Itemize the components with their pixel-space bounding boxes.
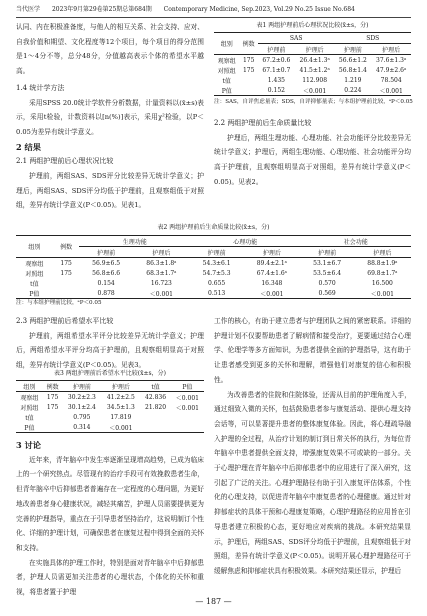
header-rule xyxy=(16,17,411,18)
cell: 30.1±2.4 xyxy=(67,403,96,411)
section-heading-3: 3 讨论 xyxy=(16,440,41,450)
table-row xyxy=(16,268,411,278)
table-1-note: 注：SAS，自评焦虑量表；SDS，自评抑郁量表；与本组护理前比较，ᵃP＜0.05 xyxy=(214,99,413,105)
cell: ＜0.001 xyxy=(175,394,199,402)
table-3 xyxy=(16,380,204,433)
col-header: 社会功能 xyxy=(343,238,368,246)
table-row xyxy=(214,75,411,85)
cell: 对照组 xyxy=(217,67,236,75)
col-header: 护理前 xyxy=(190,247,243,258)
table-2-title: 表2 两组护理前后生命质量比较(x̄±s，分) xyxy=(157,224,270,231)
cell: ＜0.001 xyxy=(149,290,173,298)
journal-header xyxy=(16,4,411,16)
cell: 56.6±1.2 xyxy=(338,56,367,64)
cell: 0.878 xyxy=(97,289,115,297)
cell: 0.224 xyxy=(344,86,362,94)
col-header: SDS xyxy=(366,34,380,42)
right-column-top xyxy=(214,116,411,222)
col-header: 护理后 xyxy=(111,383,130,391)
table-2 xyxy=(16,235,411,299)
table-row xyxy=(16,412,204,422)
cell: 41.2±2.5 xyxy=(106,393,135,401)
table-row xyxy=(16,392,204,403)
cell: 1.435 xyxy=(267,76,285,84)
right-column-bottom xyxy=(214,314,411,590)
col-header: 生理功能 xyxy=(122,238,147,246)
cell: 54.3±6.1 xyxy=(202,259,231,267)
cell xyxy=(171,412,204,422)
table-1 xyxy=(214,32,411,96)
cell: ＜0.001 xyxy=(109,424,133,432)
cell: P值 xyxy=(29,290,40,298)
col-header: 护理前 xyxy=(79,247,132,258)
cell: 175 xyxy=(46,403,59,411)
cell: 对照组 xyxy=(25,270,44,278)
paragraph: 护理前，两组SAS、SDS评分比较差异无统计学意义；护理后，两组SAS、SDS评分均低于护理前，且观察组低于对照组，差异有统计学意义(P＜0.05)。见表1。 xyxy=(16,172,204,210)
cell xyxy=(43,422,63,433)
cell: 0.314 xyxy=(73,423,91,431)
paragraph: 认同、内在积极准备度，与他人的相互关系、社会支持、应对、自我价值和期望、文化程度等12个项目，每个项目的得分范围是1～4分不等，总分48分，分值越高表示个体的希望水平越高。 xyxy=(16,23,204,76)
cell: 56.8±1.4 xyxy=(338,66,367,74)
table-row xyxy=(16,258,411,269)
cell: t值 xyxy=(25,414,34,422)
section-heading-2-1: 2.1 两组护理前后心理状况比较 xyxy=(16,157,114,166)
cell: 16.348 xyxy=(261,279,283,287)
cell: 0.569 xyxy=(318,289,336,297)
cell: 26.4±1.3ᵃ xyxy=(299,56,330,64)
cell: 112.908 xyxy=(302,76,328,84)
col-header: 心理功能 xyxy=(233,238,258,246)
section-heading-2-3: 2.3 两组护理前后希望水平比较 xyxy=(16,317,114,325)
cell: 0.655 xyxy=(208,279,226,287)
table-row xyxy=(16,288,411,299)
cell: 175 xyxy=(242,66,255,74)
paragraph: 护理前，两组希望水平评分比较差异无统计学意义；护理后，两组希望水平评分均高于护理前，且观察组明显高于对照组，差异有统计学意义(P＜0.05)。见表3。 xyxy=(16,331,204,370)
cell: 89.4±2.1ᵃ xyxy=(256,259,287,267)
cell: 17.819 xyxy=(110,413,132,421)
cell: 175 xyxy=(242,56,255,64)
cell: 67.4±1.6ᵃ xyxy=(256,269,287,277)
cell: t值 xyxy=(30,280,39,288)
cell: 86.3±1.8ᵃ xyxy=(146,259,177,267)
issue-cn: 2023年9月第29卷第25期总第684期 xyxy=(51,6,152,13)
cell: 68.3±1.7ᵃ xyxy=(146,269,177,277)
cell: 观察组 xyxy=(20,394,39,402)
cell: P值 xyxy=(221,87,232,95)
table-1-title: 表1 两组护理前后心理状况比较(x̄±s，分) xyxy=(256,22,369,29)
cell: 观察组 xyxy=(217,57,236,65)
col-header: SAS xyxy=(289,34,303,42)
col-header: 组别 xyxy=(220,41,233,48)
col-header: 护理前 xyxy=(334,44,371,55)
table-row xyxy=(214,65,411,75)
cell: ＜0.001 xyxy=(303,87,327,95)
paragraph: 护理后，两组生理功能、心理功能、社会功能评分比较差异无统计学意义；护理后，两组生理功能、心理功能、社会功能评分均高于护理前，且观察组明显高于对照组，差异有统计学意义(P＜0.05)。见表2。 xyxy=(214,133,411,186)
col-header: 组别 xyxy=(28,244,41,251)
cell xyxy=(171,422,204,433)
cell: 78.504 xyxy=(380,76,402,84)
table-row xyxy=(16,402,204,412)
cell: 41.5±1.2ᵃ xyxy=(299,66,330,74)
left-column-top xyxy=(16,20,204,220)
table-row xyxy=(214,55,411,66)
cell: 37.6±1.3ᵃ xyxy=(376,56,407,64)
col-header: 护理后 xyxy=(133,247,190,258)
col-header: 护理后 xyxy=(354,247,411,258)
col-header: 护理后 xyxy=(371,44,411,55)
left-column-bottom xyxy=(16,438,204,597)
col-header: 护理前 xyxy=(72,383,91,391)
cell: 53.5±6.4 xyxy=(313,269,342,277)
section-heading-1-4: 1.4 统计学方法 xyxy=(16,83,65,92)
cell: t值 xyxy=(222,77,231,85)
table-row xyxy=(214,85,411,96)
cell xyxy=(53,278,80,288)
paragraph: 在实施具体的护理工作时，特别是面对青年脑卒中后抑郁患者，护理人员需更加关注患者的心理状态，个体化的关怀和重视，将患者置于护理 xyxy=(16,558,204,597)
paragraph: 工作的核心，有助于建立患者与护理团队之间的紧密联系。详细的护理计划不仅要帮助患者了解病情和接受治疗，更要通过结合心理学、伦理学等多方面知识，为患者提供全面的护理指导，这有助于让患者感受到更多的关怀和理解，增强他们对康复的信心和积极性。 xyxy=(214,317,411,384)
cell: 1.219 xyxy=(344,76,362,84)
paragraph: 采用SPSS 20.0统计学软件分析数据，计量资料以(x̄±s)表示，采用t检验，计数资料以[n(%)]表示，采用χ²检验，以P＜0.05为差异有统计学意义。 xyxy=(16,98,204,136)
cell: 175 xyxy=(60,269,72,277)
cell: 0.513 xyxy=(208,289,226,297)
section-heading-2: 2 结果 xyxy=(16,141,41,152)
cell: 34.5±1.3 xyxy=(106,403,135,411)
issue-en: Contemporary Medicine, Sep.2023, Vol.29 No.25 Issue No.684 xyxy=(163,6,355,13)
cell: P值 xyxy=(24,424,35,432)
cell: 0.152 xyxy=(267,86,285,94)
left-column-middle xyxy=(16,314,204,368)
cell: 对照组 xyxy=(20,404,39,412)
col-header: P值 xyxy=(182,383,193,391)
cell: ＜0.001 xyxy=(370,290,394,298)
col-header: 护理前 xyxy=(258,44,295,55)
cell: 67.1±0.7 xyxy=(262,66,291,74)
cell: 30.2±2.3 xyxy=(67,393,96,401)
col-header: 组别 xyxy=(23,383,36,391)
table-row xyxy=(16,422,204,433)
cell: 21.820 xyxy=(145,403,167,411)
cell: 16.723 xyxy=(150,279,172,287)
cell: 0.795 xyxy=(73,413,91,421)
paragraph: 近年来，青年脑卒中发生率逐渐呈现增高趋势，已成为临床上的一个研究热点。尽管现有的治疗手段可有效挽救患者生命，但青年脑卒中后抑郁患者普遍存在一定程度的心理问题，为更好地改善患者身心健康状况，减轻其痛苦，护理人员需要提供更为完善的护理指导，重点在于引导患者坚持治疗，这说明制订个性化、详细的护理计划，可确保患者在康复过程中得到全面的关怀和支持。 xyxy=(16,455,204,552)
cell: 175 xyxy=(46,393,59,401)
cell: ＜0.001 xyxy=(379,87,403,95)
col-header: 例数 xyxy=(60,244,73,251)
cell: 42.836 xyxy=(145,393,167,401)
cell: 0.570 xyxy=(318,279,336,287)
cell xyxy=(53,288,80,299)
journal-name: 当代医学 xyxy=(16,6,41,13)
table-row xyxy=(16,278,411,288)
cell xyxy=(140,412,171,422)
cell: 175 xyxy=(60,259,72,267)
cell: 56.8±6.6 xyxy=(92,269,121,277)
cell: ＜0.001 xyxy=(260,290,284,298)
table-2-note: 注：与本组护理前比较，ᵃP＜0.05 xyxy=(16,300,102,306)
table-3-title: 表3 两组护理前后希望水平比较(x̄±s，分) xyxy=(54,370,166,377)
cell: ＜0.001 xyxy=(175,404,199,412)
cell: 47.9±2.6ᵃ xyxy=(376,66,407,74)
cell: 53.1±6.7 xyxy=(313,259,342,267)
cell: 88.8±1.9ᵃ xyxy=(367,259,398,267)
col-header: 例数 xyxy=(46,383,59,391)
col-header: 护理前 xyxy=(300,247,353,258)
cell xyxy=(239,85,258,96)
col-header: 护理后 xyxy=(243,247,300,258)
cell: 69.8±1.7ᵃ xyxy=(367,269,398,277)
cell: 16.500 xyxy=(371,279,393,287)
page-number: — 187 — xyxy=(195,597,232,606)
col-header: 例数 xyxy=(242,41,255,48)
cell xyxy=(140,422,171,433)
cell: 67.2±0.6 xyxy=(262,56,291,64)
section-heading-2-2: 2.2 两组护理前后生命质量比较 xyxy=(214,119,312,127)
col-header: t值 xyxy=(151,383,160,391)
cell xyxy=(239,75,258,85)
cell xyxy=(43,412,63,422)
cell: 观察组 xyxy=(25,260,44,268)
cell: 56.9±6.5 xyxy=(92,259,121,267)
cell: 54.7±5.3 xyxy=(202,269,231,277)
paragraph: 为改善患者的住院和住院体验，还需从目前的护理角度入手，通过细致入微的关怀，包括鼓励患者参与康复活动、提供心理支持会话等，可以显著提升患者的整体康复体验。因此，将心理疏导融入护理的全过程，从治疗计划的制订到日常关怀的执行，为每位青年脑卒中患者提供全面支持，增强康复效果不可或缺的一部分。关于心理护理在青年脑卒中后抑郁患者中的应用进行了深入研究，这引起了广泛的关注。心理护理路径有助于引入康复评估体系，个性化的心理支持，以促进青年脑卒中康复患者的心理健康。通过针对抑郁症状的具体干预和心理康复策略，心理护理路径的应用旨在引导患者建立积极的心态，更好地应对疾病的挑战。本研究结果显示，护理后，两组SAS、SDS评分均低于护理前，且观察组低于对照组，差异有统计学意义(P＜0.05)。说明开展心理护理路径可于缓解焦虑和抑郁症状具有积极效果。本研究结果还显示，护理后 xyxy=(214,390,411,575)
col-header: 护理后 xyxy=(295,44,335,55)
cell: 0.154 xyxy=(97,279,115,287)
